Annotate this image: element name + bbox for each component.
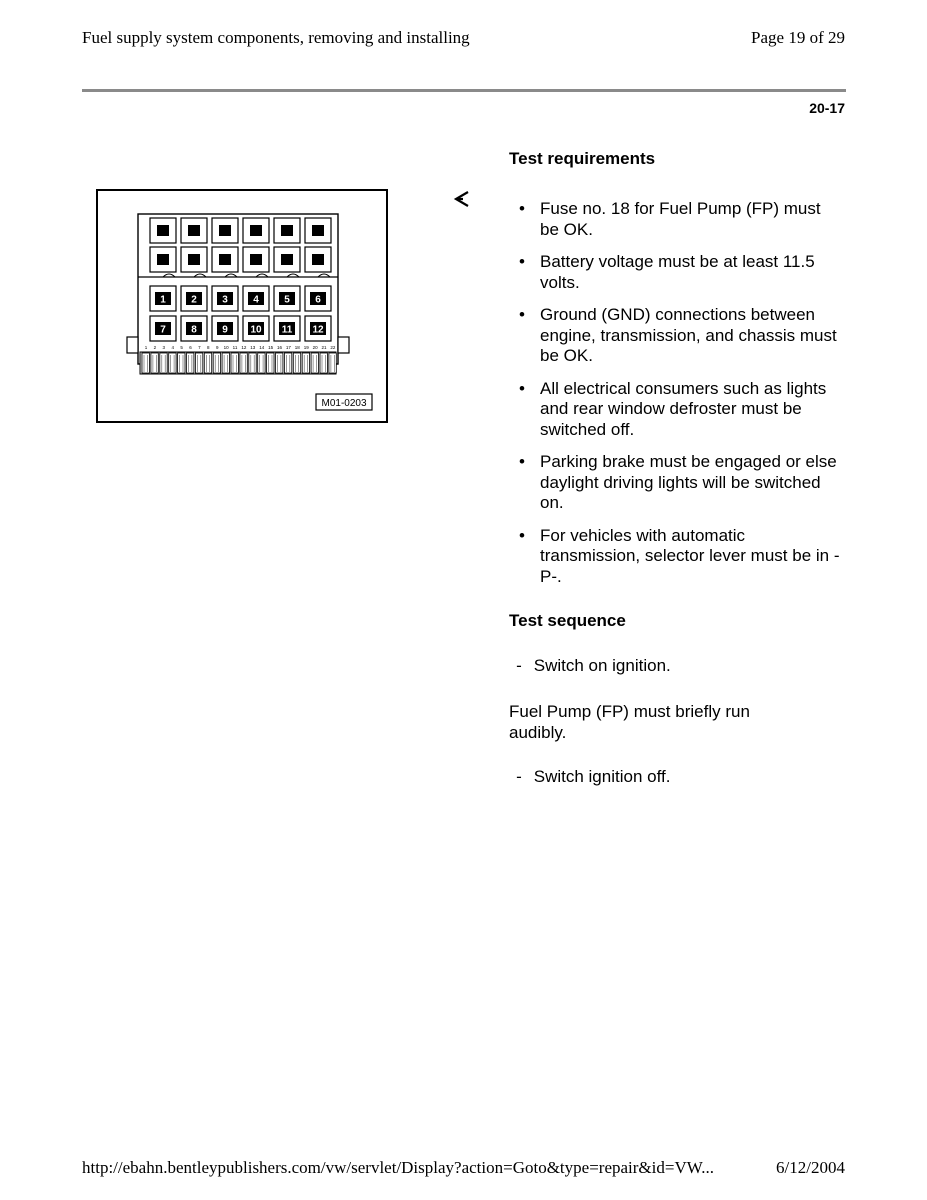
fuse: [311, 353, 318, 373]
fuse: [142, 353, 149, 373]
requirements-list: [513, 199, 843, 599]
test-sequence-heading: Test sequence: [509, 611, 626, 630]
relay-socket-core: [157, 254, 169, 265]
test-requirements-heading: Test requirements: [509, 149, 656, 168]
fuse: [178, 353, 185, 373]
fuse: [151, 353, 158, 373]
fuse-number: 6: [189, 345, 192, 350]
fuse: [240, 353, 247, 373]
fuse: [258, 353, 265, 373]
relay-socket-core: [219, 225, 231, 236]
relay-number: 1: [160, 294, 166, 306]
relay-number: 10: [250, 324, 262, 336]
fuse: [204, 353, 211, 373]
figure-code: M01-0203: [321, 398, 367, 409]
fuse-number: 14: [259, 345, 265, 350]
relay-number: 11: [281, 324, 293, 336]
fuse-number: 8: [207, 345, 210, 350]
relay-number: 4: [253, 294, 259, 306]
fuse-number: 16: [276, 345, 283, 350]
relay-number: 12: [312, 324, 324, 336]
list-item: • Parking brake must be engaged or else daylight driving lights will be switched on.: [519, 452, 837, 512]
fuse-number: 15: [268, 345, 274, 350]
relay-number: 9: [222, 324, 228, 336]
fuse-number: 1: [144, 345, 148, 350]
footer-date: 6/12/2004: [776, 1158, 845, 1177]
fuse-number: 9: [215, 345, 219, 350]
relay-socket-core: [312, 225, 324, 236]
fuse-number: 20: [312, 345, 318, 350]
fuse-number: 22: [330, 345, 336, 350]
relay-socket-core: [281, 254, 293, 265]
list-item: • Battery voltage must be at least 11.5 volts.: [519, 252, 815, 292]
panel-tab: [338, 337, 349, 353]
list-item: • Fuse no. 18 for Fuel Pump (FP) must be OK.: [519, 199, 821, 239]
header-divider: [82, 89, 846, 92]
fuse: [284, 353, 291, 373]
fuse-number: 10: [223, 345, 229, 350]
section-number: 20-17: [809, 100, 845, 116]
fuse-number: 5: [180, 345, 183, 350]
fuse: [222, 353, 229, 373]
relay-socket-core: [250, 254, 262, 265]
footer-url: http://ebahn.bentleypublishers.com/vw/servlet/Display?action=Goto&type=repair&id=VW...: [82, 1158, 714, 1177]
panel-tab: [127, 337, 138, 353]
fuse: [160, 353, 167, 373]
fuse: [267, 353, 274, 373]
page-indicator: Page 19 of 29: [751, 28, 845, 47]
relay-socket-core: [219, 254, 231, 265]
relay-number: 3: [222, 294, 228, 306]
fuse-number: 7: [198, 345, 201, 350]
fuse-number: 2: [153, 345, 157, 350]
fuse: [293, 353, 300, 373]
fuse: [187, 353, 194, 373]
relay-socket-core: [188, 254, 200, 265]
list-item: • All electrical consumers such as lights and rear window defroster must be switched off.: [519, 378, 827, 439]
fuse: [320, 353, 327, 373]
fuse: [249, 353, 256, 373]
sequence-step: - Switch ignition off.: [516, 767, 671, 786]
fuse-number: 21: [321, 345, 327, 350]
relay-socket-core: [188, 225, 200, 236]
relay-panel-diagram: [96, 189, 388, 423]
fuse-number: 12: [241, 345, 247, 350]
relay-number: 8: [191, 324, 197, 336]
fuse-number: 11: [232, 345, 238, 350]
relay-socket-core: [312, 254, 324, 265]
fuse: [195, 353, 202, 373]
list-item: • For vehicles with automatic transmission, selector lever must be in -P-.: [519, 525, 840, 586]
relay-number: 5: [284, 294, 290, 306]
fuse: [302, 353, 309, 373]
document-header-title: Fuel supply system components, removing and installing: [82, 28, 470, 47]
relay-number: 6: [315, 294, 321, 306]
list-item: • Ground (GND) connections between engine, transmission, and chassis must be OK.: [519, 305, 837, 365]
fuse-number: 17: [285, 345, 291, 350]
relay-socket-core: [281, 225, 293, 236]
fuse-number: 18: [294, 345, 300, 350]
fuse: [213, 353, 220, 373]
fuse: [276, 353, 283, 373]
relay-number: 2: [191, 294, 197, 306]
fuse-number: 3: [162, 345, 166, 350]
fuse-number: 4: [171, 345, 174, 350]
arrow-pointer-icon: [452, 189, 472, 209]
relay-number: 7: [160, 324, 166, 336]
fuse-number: 13: [250, 345, 256, 350]
fuse: [329, 353, 336, 373]
fuse-number: 19: [303, 345, 309, 350]
fuse: [169, 353, 176, 373]
sequence-result: Fuel Pump (FP) must briefly run audibly.: [509, 702, 750, 742]
relay-socket-core: [250, 225, 262, 236]
sequence-step: - Switch on ignition.: [516, 656, 671, 675]
fuse: [231, 353, 238, 373]
relay-socket-core: [157, 225, 169, 236]
